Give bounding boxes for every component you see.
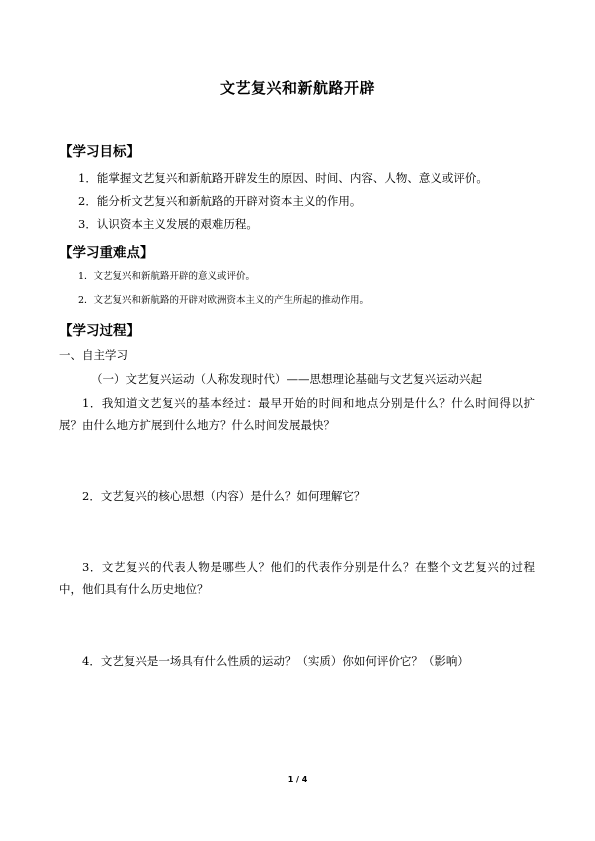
- key-point-item-1: 1．文艺复兴和新航路开辟的意义或评价。: [78, 271, 256, 282]
- section-heading-process: 【学习过程】: [59, 323, 140, 339]
- goal-item-1: 1．能掌握文艺复兴和新航路开辟发生的原因、时间、内容、人物、意义或评价。: [78, 171, 488, 185]
- goal-item-3: 3．认识资本主义发展的艰难历程。: [78, 217, 258, 231]
- question-2: 2．文艺复兴的核心思想（内容）是什么？如何理解它？: [82, 489, 366, 503]
- document-title: 文艺复兴和新航路开辟: [219, 79, 375, 97]
- question-3: 3．文艺复兴的代表人物是哪些人？他们的代表作分别是什么？在整个文艺复兴的过程中，他们具有什么历史地位？: [59, 560, 535, 596]
- subsection-heading-renaissance: （一）文艺复兴运动（人称发现时代）——思想理论基础与文艺复兴运动兴起: [91, 372, 482, 386]
- question-4: 4．文艺复兴是一场具有什么性质的运动？（实质）你如何评价它？（影响）: [82, 654, 469, 668]
- section-heading-key-points: 【学习重难点】: [59, 245, 154, 261]
- question-1: 1．我知道文艺复兴的基本经过：最早开始的时间和地点分别是什么？什么时间得以扩展？由什么地方扩展到什么地方？什么时间发展最快？: [59, 396, 535, 432]
- goal-item-2: 2．能分析文艺复兴和新航路的开辟对资本主义的作用。: [78, 194, 362, 208]
- section-heading-goals: 【学习目标】: [59, 144, 140, 160]
- key-point-item-2: 2．文艺复兴和新航路的开辟对欧洲资本主义的产生所起的推动作用。: [78, 295, 370, 306]
- page-number: 1 / 4: [287, 775, 308, 784]
- part-heading-self-study: 一、自主学习: [59, 348, 128, 362]
